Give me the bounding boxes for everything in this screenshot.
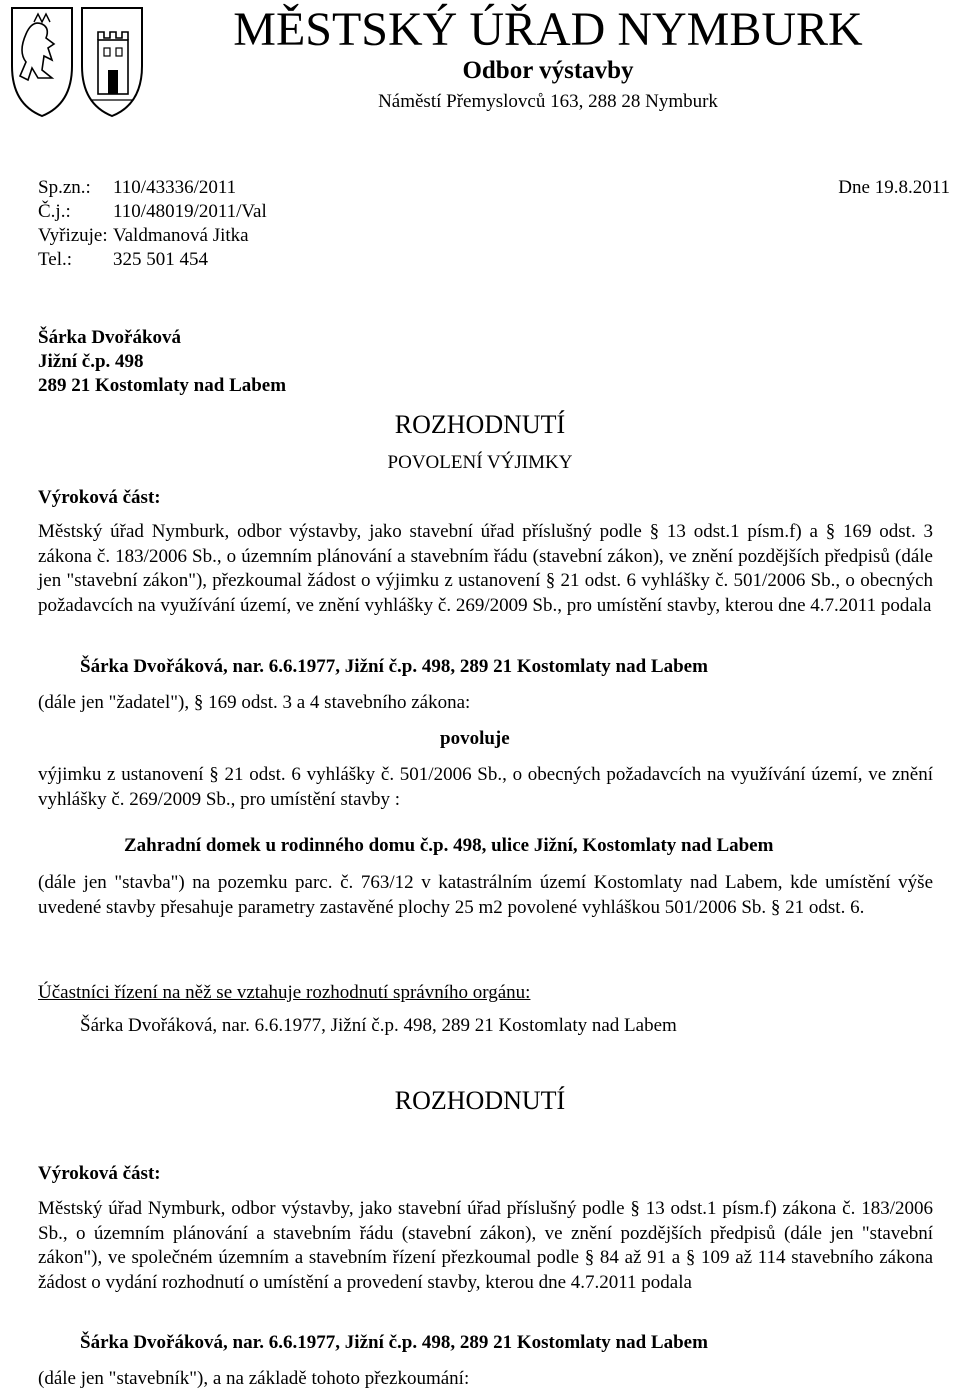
spzn-value: 110/43336/2011 bbox=[113, 177, 237, 198]
applicant-note-2: (dále jen "stavebník"), a na základě tohoto přezkoumání: bbox=[38, 1368, 470, 1389]
recipient-city: 289 21 Kostomlaty nad Labem bbox=[38, 375, 287, 396]
tel-value: 325 501 454 bbox=[113, 249, 208, 270]
spzn-label: Sp.zn.: bbox=[38, 177, 91, 198]
decision-paragraph-2: Městský úřad Nymburk, odbor výstavby, jako stavební úřad příslušný podle § 13 odst.1 písm.f) zákona č. 183/2006 Sb., o územním plánování a stavebním řádu (stavební zákon), ve znění pozdějších předpisů (dále jen "stavební zákon"), ve společném územním a stavebním řízení přezkoumal podle § 84 až 91 a § 109 až 114 stavebního zákona žádost o vydání rozhodnutí o umístění a provedení stavby, kterou dne 4.7.2011 podala bbox=[38, 1198, 933, 1293]
cj-value: 110/48019/2011/Val bbox=[113, 201, 267, 222]
tel-label: Tel.: bbox=[38, 249, 73, 270]
decision-title: ROZHODNUTÍ bbox=[394, 410, 566, 439]
parcel-paragraph: (dále jen "stavba") na pozemku parc. č. 763/12 v katastrálním území Kostomlaty nad Labem, kde umístění výše uvedené stavby přesahuje parametry zastavěné plochy 25 m2 povolené vyhláškou 501/2006 Sb. § 21 odst. 6. bbox=[38, 872, 933, 918]
participant-line: Šárka Dvořáková, nar. 6.6.1977, Jižní č.p. 498, 289 21 Kostomlaty nad Labem bbox=[80, 1015, 677, 1036]
decision-subtitle: POVOLENÍ VÝJIMKY bbox=[387, 452, 573, 473]
applicant-line: Šárka Dvořáková, nar. 6.6.1977, Jižní č.p. 498, 289 21 Kostomlaty nad Labem bbox=[80, 656, 708, 677]
office-name: MĚSTSKÝ ÚŘAD NYMBURK bbox=[233, 3, 863, 56]
decision-paragraph: Městský úřad Nymburk, odbor výstavby, jako stavební úřad příslušný podle § 13 odst.1 písm.f) a § 169 odst. 3 zákona č. 183/2006 Sb., o územním plánování a stavebním řádu (stavební zákon), ve znění pozdějších předpisů (dále jen "stavební zákon"), přezkoumal žádost o výjimku z ustanovení § 21 odst. 6 vyhlášky č. 501/2006 Sb., o obecných požadavcích na využívání území, ve znění vyhlášky č. 269/2009 Sb., pro umístění stavby, kterou dne 4.7.2011 podala bbox=[38, 521, 933, 616]
applicant-line-2: Šárka Dvořáková, nar. 6.6.1977, Jižní č.p. 498, 289 21 Kostomlaty nad Labem bbox=[80, 1332, 708, 1353]
recipient-street: Jižní č.p. 498 bbox=[38, 351, 144, 372]
section-label-2: Výroková část: bbox=[38, 1163, 161, 1184]
building-description: Zahradní domek u rodinného domu č.p. 498, ulice Jižní, Kostomlaty nad Labem bbox=[124, 835, 774, 856]
document-date: Dne 19.8.2011 bbox=[838, 177, 950, 198]
exception-paragraph: výjimku z ustanovení § 21 odst. 6 vyhlášky č. 501/2006 Sb., o obecných požadavcích na využívání území, ve znění vyhlášky č. 269/2009 Sb., pro umístění stavby : bbox=[38, 764, 933, 810]
verdict: povoluje bbox=[440, 728, 510, 749]
coat-of-arms-icon bbox=[8, 4, 148, 120]
participants-heading: Účastníci řízení na něž se vztahuje rozhodnutí správního orgánu: bbox=[38, 982, 531, 1003]
cj-label: Č.j.: bbox=[38, 201, 71, 222]
department-name: Odbor výstavby bbox=[462, 57, 634, 84]
vyrizuje-value: Valdmanová Jitka bbox=[113, 225, 249, 246]
applicant-note: (dále jen "žadatel"), § 169 odst. 3 a 4 stavebního zákona: bbox=[38, 692, 471, 713]
vyrizuje-label: Vyřizuje: bbox=[38, 225, 108, 246]
recipient-name: Šárka Dvořáková bbox=[38, 327, 182, 348]
office-address: Náměstí Přemyslovců 163, 288 28 Nymburk bbox=[378, 91, 718, 112]
section-label: Výroková část: bbox=[38, 487, 161, 508]
decision-title-2: ROZHODNUTÍ bbox=[394, 1086, 566, 1115]
